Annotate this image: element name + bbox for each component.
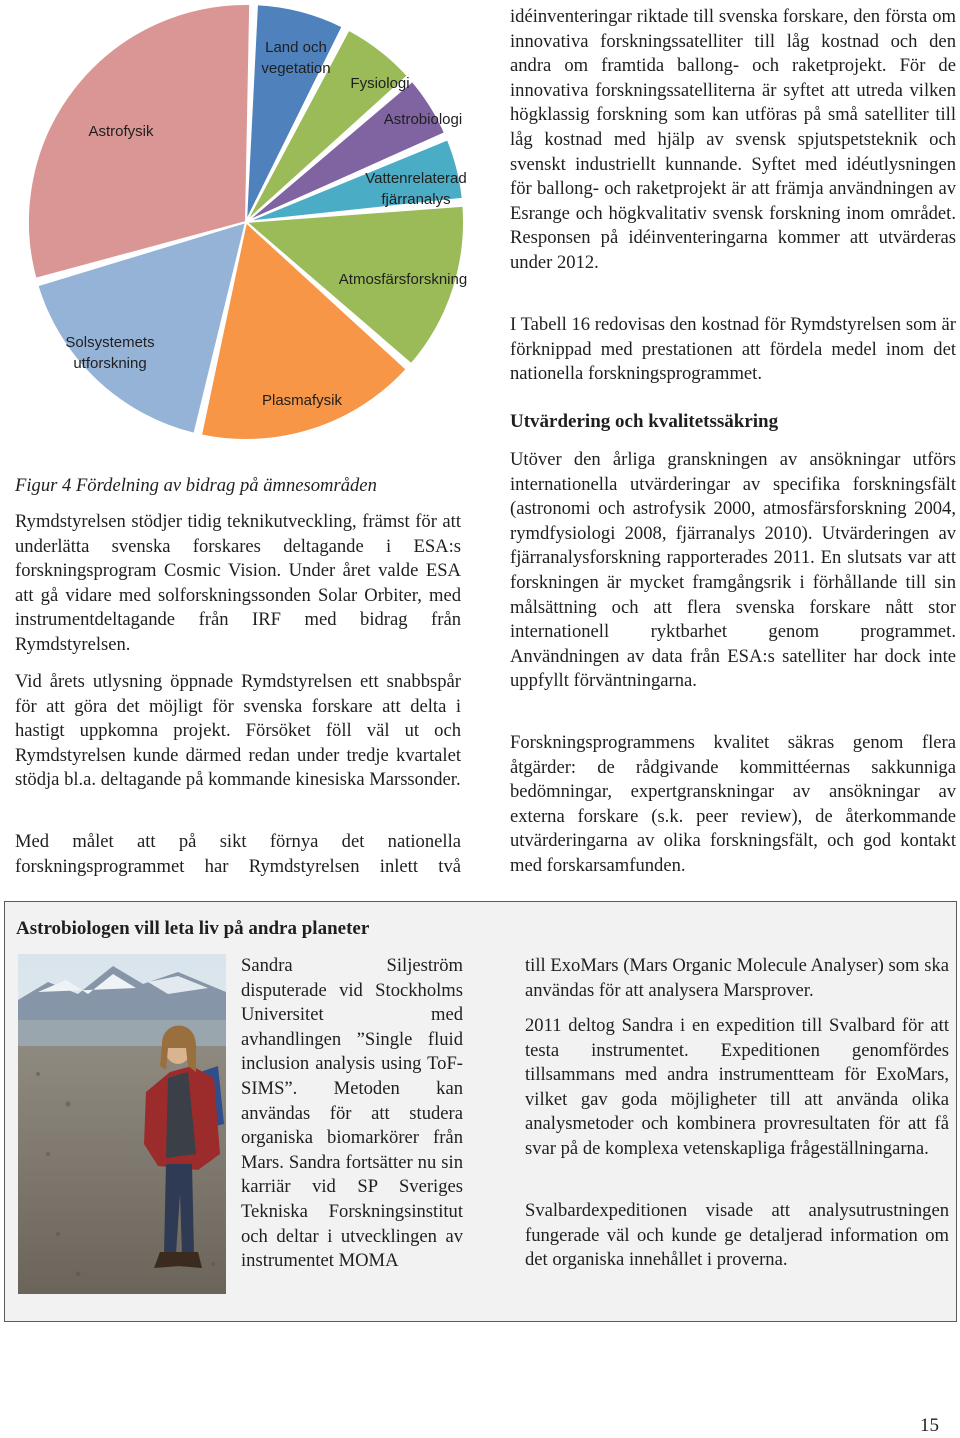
pie-chart: [8, 0, 496, 440]
pie-label-1: Land och vegetation: [261, 39, 331, 77]
fact-box-paragraph-1: till ExoMars (Mars Organic Molecule Analyser) som ska användas för att analysera Marsprover.: [525, 955, 949, 1001]
left-paragraph-1: Rymdstyrelsen stödjer tidig teknikutveckling, främst för att underlätta svenska forskares deltagande i ESA:s forskningsprogram Cosmic Vision. Under året valde ESA att gå vidare med solforskningssonden Solar Orbiter, med instrumentdeltagande från IRF med bidrag från Rymdstyrelsen.: [15, 511, 461, 655]
right-paragraph-2: I Tabell 16 redovisas den kostnad för Rymdstyrelsen som är förknippad med prestationen att fördela medel inom det nationella forskningsprogrammet.: [510, 314, 956, 385]
pie-label-5: Atmosfärsforskning: [338, 271, 468, 288]
pie-label-3: Astrobiologi: [383, 111, 463, 128]
fact-box-title: Astrobiologen vill leta liv på andra planeter: [16, 918, 370, 939]
figure-caption: Figur 4 Fördelning av bidrag på ämnesområden: [15, 475, 377, 496]
pie-label-8: Astrofysik: [88, 123, 154, 140]
left-paragraph-2: Vid årets utlysning öppnade Rymdstyrelsen ett snabbspår för att göra det möjligt för svenska forskare att delta i hastigt uppkomna projekt. Försöket föll väl ut och Rymdstyrelsen kunde därmed redan under tredje kvartalet stödja bl.a. deltagande på kommande kinesiska Marssonder.: [15, 671, 461, 791]
right-paragraph-1: idéinventeringar riktade till svenska forskare, den första om innovativa forskningssatelliter till låg kostnad och den andra om framtida ballong- och raketprojekt. För de innovativa forskningssatelliterna är syftet att utreda vilken högklassig forskning som kan utföras på små satelliter till låg kostnad med hjälp av svensk spjutspetsteknik och svenskt industriellt kunnande. Syftet med idéutlysningen för ballong- och raketprojekt är att främja användningen av Esrange och högkvalitativ svensk forskning inom området. Responsen på idéinventeringarna kommer att utvärderas under 2012.: [510, 6, 956, 273]
photo-researcher: [18, 954, 226, 1294]
page-number: 15: [920, 1415, 939, 1436]
section-heading: Utvärdering och kvalitetssäkring: [510, 411, 779, 432]
pie-label-2: Fysiologi: [350, 75, 410, 92]
pie-label-4: Vattenrelaterad fjärranalys: [365, 170, 467, 208]
fact-box-paragraph-3: Svalbardexpeditionen visade att analysutrustningen fungerade väl och kunde ge detaljerad information om det organiska innehållet i proverna.: [525, 1200, 949, 1271]
fact-box-paragraph-2: 2011 deltog Sandra i en expedition till Svalbard för att testa instrumentet. Expeditionen genomfördes tillsammans med andra instrumentteam för ExoMars, vilket gav goda möjligheter till att använda olika analysmetoder och kombinera provresultaten för att få svar på de komplexa vetenskapliga frågeställningarna.: [525, 1015, 949, 1159]
right-paragraph-4: Forskningsprogrammens kvalitet säkras genom flera åtgärder: de rådgivande kommittéernas sakkunniga bedömningar, expertgranskningar av ansökningar av externa forskare (s.k. peer review), de återkommande utvärderingarna av olika forskningsfält, och god kontakt med forskarsamfunden.: [510, 732, 956, 876]
fact-box-column-1: Sandra Siljeström disputerade vid Stockholms Universitet med avhandlingen ”Single fluid inclusion analysis using ToF-SIMS”. Metoden kan användas för att studera organiska biomarkörer från Mars. Sandra fortsätter nu sin karriär vid SP Sveriges Tekniska Forskningsinstitut och deltar i utvecklingen av instrumentet MOMA: [241, 955, 463, 1272]
pie-label-6: Plasmafysik: [261, 392, 343, 409]
fact-box: [4, 901, 957, 1322]
right-paragraph-3: Utöver den årliga granskningen av ansökningar utförs internationella utvärderingar av specifika forskningsfält (astronomi och astrofysik 2000, atmosfärsforskning 2004, rymdfysiologi 2008, fjärranalys 2010). Utvärderingen av fjärranalysforskning rapporterades 2011. En slutsats var att forskningen är mycket framgångsrik i förhållande till sin målsättning och att flera svenska forskare nått stor internationell ryktbarhet genom programmet. Användningen av data från ESA:s satelliter har dock inte uppfyllt förväntningarna.: [510, 449, 956, 692]
left-paragraph-3: Med målet att på sikt förnya det nationella forskningsprogrammet har Rymdstyrelsen inlett två: [15, 831, 461, 877]
pie-label-7: Solsystemets utforskning: [65, 334, 155, 372]
